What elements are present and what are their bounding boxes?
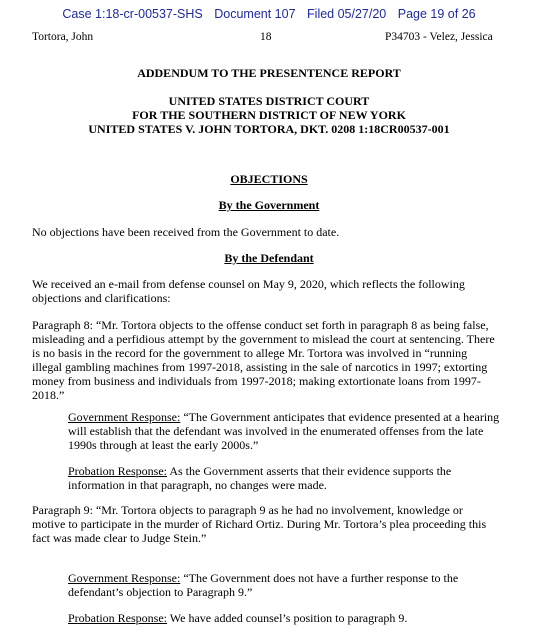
running-head-page: 18 [260, 31, 272, 43]
p9-line: motive to participate in the murder of Richard Ortiz. During Mr. Tortora’s plea proceeding this [32, 517, 487, 531]
paragraph-8-government-response [68, 410, 499, 452]
document-title: ADDENDUM TO THE PRESENTENCE REPORT [137, 66, 401, 80]
defendant-intro [32, 277, 465, 305]
p8-line: illegal gambling machines from 1997-2018, assisting in the sale of narcotics in 1997; extorting [32, 360, 488, 374]
p8-line: money from business and individuals from 1997-2018; making extortionate loans from 1997- [32, 374, 481, 388]
paragraph-9-objection [32, 503, 486, 545]
paragraph-8-objection [32, 318, 495, 402]
court-line-1: UNITED STATES DISTRICT COURT [168, 94, 370, 108]
response-text: “The Government does not have a further response to the [180, 571, 459, 585]
government-heading: By the Government [218, 198, 320, 212]
intro-line: We received an e-mail from defense counsel on May 9, 2020, which reflects the following [32, 277, 465, 291]
filed-date: Filed 05/27/20 [307, 7, 387, 21]
intro-line: objections and clarifications: [32, 291, 171, 305]
response-text: will establish that the defendant was involved in the enumerated offenses from the late [68, 424, 484, 438]
response-text: 1990s through at least the early 2000s.” [68, 438, 259, 452]
running-head-right: P34703 - Velez, Jessica [385, 31, 493, 43]
response-label: Probation Response: [68, 464, 167, 478]
document-number: Document 107 [214, 7, 296, 21]
paragraph-8-probation-response [68, 464, 451, 492]
response-label: Government Response: [68, 571, 181, 585]
case-number: Case 1:18-cr-00537-SHS [62, 7, 203, 21]
p8-line: is no basis in the record for the government to allege Mr. Tortora was involved in “running [32, 346, 468, 360]
paragraph-9-probation-response [68, 611, 407, 625]
response-text: We have added counsel’s position to paragraph 9. [167, 611, 408, 625]
p8-line: Paragraph 8: “Mr. Tortora objects to the offense conduct set forth in paragraph 8 as being false, [32, 318, 489, 332]
response-text: “The Government anticipates that evidence presented at a hearing [180, 410, 500, 424]
response-text: defendant’s objection to Paragraph 9.” [68, 585, 253, 599]
page-number: Page 19 of 26 [397, 7, 476, 21]
government-text: No objections have been received from the Government to date. [32, 225, 340, 239]
running-head-left: Tortora, John [32, 31, 94, 43]
p8-line: 2018.” [32, 388, 65, 402]
case-header [0, 7, 538, 21]
p8-line: misleading and a perfidious attempt by the government to mislead the court at sentencing. There [32, 332, 495, 346]
court-line-2: FOR THE SOUTHERN DISTRICT OF NEW YORK [132, 108, 406, 122]
p9-line: fact was made clear to Judge Stein.” [32, 531, 207, 545]
response-text: As the Government asserts that their evidence supports the [167, 464, 452, 478]
response-text: information in that paragraph, no changes were made. [68, 478, 327, 492]
paragraph-9-government-response [68, 571, 458, 599]
p9-line: Paragraph 9: “Mr. Tortora objects to paragraph 9 as he had no involvement, knowledge or [32, 503, 463, 517]
court-line-3: UNITED STATES V. JOHN TORTORA, DKT. 0208 1:18CR00537-001 [88, 122, 450, 136]
response-label: Probation Response: [68, 611, 167, 625]
objections-heading: OBJECTIONS [230, 172, 308, 186]
defendant-heading: By the Defendant [224, 251, 314, 265]
response-label: Government Response: [68, 410, 181, 424]
